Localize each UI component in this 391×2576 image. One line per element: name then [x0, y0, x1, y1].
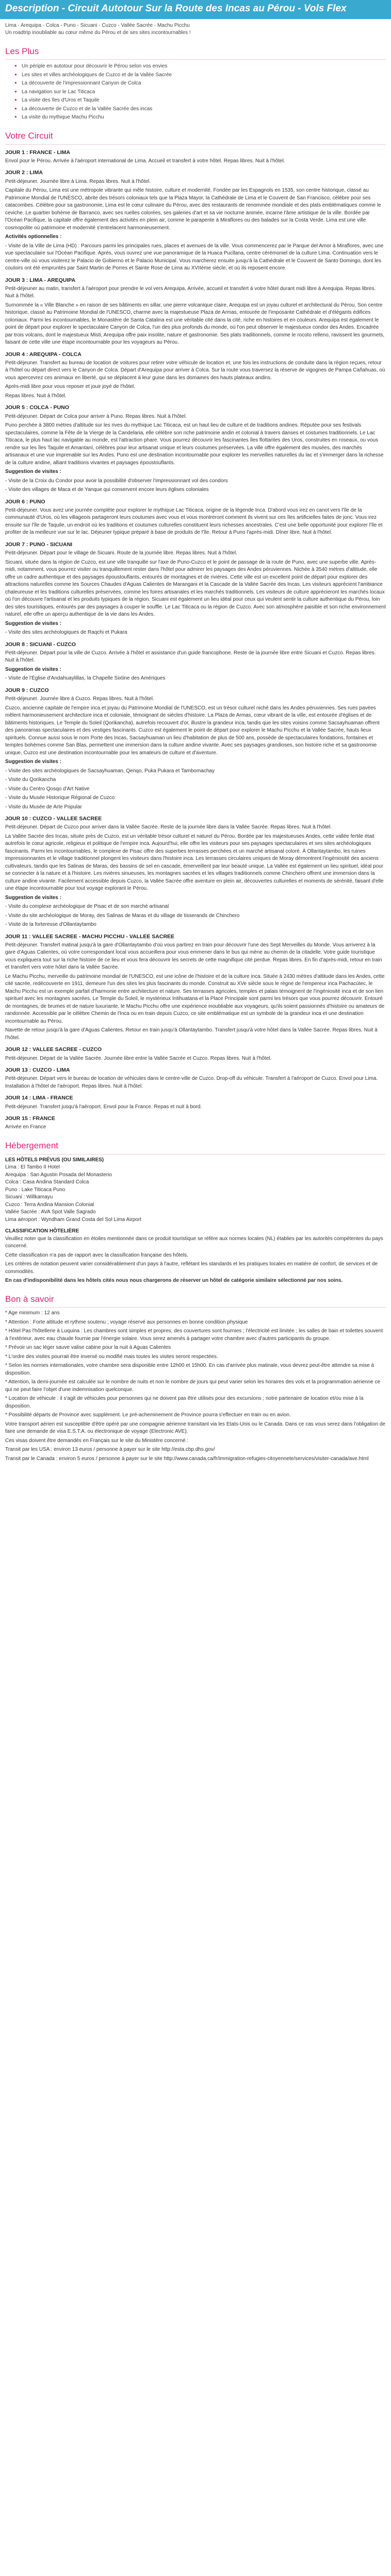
day-block: [5, 641, 386, 683]
day-paragraph: Sicuani, située dans la région de Cuzco, est une ville tranquille sur l'axe de Puno-Cuzco et le point de passage de la route de Puno, avec une superbe ville. Après-midi, notamment, vous pourrez visiter ou tranquillement rester dans l'hôtel pour admirer les paysages des Andes péruviennes. Nichée à 3540 mètres d'altitude, elle offre un cadre authentique et des paysages époustouflants, entourés de montagnes et de rivières. Cette ville est un excellent point de départ pour explorer des attractions naturelles comme les Sources Chaudes d'Aguas Calientes de Marangani et la Cascade de la Vallée Sacrée des Incas. Les visiteurs apprécient l'ambiance chaleureuse et les traditions culturelles préservées, comme les foires artisanales et les marchés traditionnels. Les visiteurs de culture apprécieront les marchés locaux où l'on découvre l'artisanat et les produits typiques de la région. Sicuani est également un lieu idéal pour ceux qui veulent sentir la culture authentique du Pérou, loin des sites touristiques, entourés par des paysages à couper le souffle. Le Lac Titicaca ou la région de Cuzco. Avec son atmosphère paisible et son riche environnement naturel, elle offre un aperçu authentique de la vie dans les Andes.: [5, 559, 386, 618]
day-paragraph: - Visite de la Croix du Condor pour avoir la possibilité d'observer l'impressionnant vol des condors: [5, 478, 228, 484]
section-hebergement-heading: Hébergement: [5, 1140, 386, 1155]
note-item: Transit par le Canada : environ 5 euros / personne à payer sur le site http://www.canada.ca/fr/immigration-refugies-citoyennete/services/visiter-canada/ave.html: [5, 1455, 369, 1462]
highlights-list: [14, 63, 386, 122]
hotel-item: Vallée Sacrée : AVA Spot Valle Sagrado: [5, 1209, 96, 1215]
day-block: [5, 351, 386, 400]
note-item: Transit par les USA : environ 13 euros / personne à payer sur le site http://esta.cbp.dhs.gov/: [5, 1447, 215, 1453]
day-paragraph: Activités optionnelles :: [5, 234, 62, 240]
day-paragraph: - Visite du Musée de Arte Popular: [5, 804, 82, 810]
hotel-item: Lima aéroport : Wyndham Grand Costa del Sol Lima Airport: [5, 1216, 141, 1223]
page-title: Description - Circuit Autotour Sur la Route des Incas au Pérou - Vols Flex: [0, 0, 391, 19]
highlight-item: ● Les sites et villes archéologiques de Cuzco et de la Vallée Sacrée: [14, 72, 386, 79]
day-paragraph: Suggestion de visites :: [5, 894, 61, 901]
day-paragraph: Suggestion de visites :: [5, 759, 61, 765]
day-paragraph: Petit-déjeuner au matin, transfert à l'aéroport pour prendre le vol vers Arequipa. Arrivée, accueil et transfert à votre hôtel durant midi libre à Arequipa. Repas libres. Nuit à l'hôtel.: [5, 285, 376, 299]
day-block: [5, 169, 386, 272]
day-title: JOUR 10 : CUZCO - VALLEE SACREE: [5, 816, 102, 822]
day-paragraph: - Visite des sites archéologiques de Raqchi et Pukara: [5, 630, 127, 636]
day-paragraph: Après-midi libre pour vous reposer et jouir joyé de l'hôtel.: [5, 384, 136, 390]
day-block: [5, 277, 386, 347]
highlight-item: ● La visite des îles d'Uros et Taquile: [14, 97, 386, 105]
day-title: JOUR 4 : AREQUIPA - COLCA: [5, 351, 82, 358]
day-title: JOUR 11 : VALLEE SACREE - MACHU PICCHU - VALLEE SACREE: [5, 933, 175, 940]
hotel-item: Puno : Lake Titicaca Puno: [5, 1187, 66, 1193]
day-paragraph: Cuzco, ancienne capitale de l'empire inca et joyau du Patrimoine Mondial de l'UNESCO, est un trésor culturel niché dans les Andes péruviennes. Ses rues pavées mêlent harmonieusement architecture inca et coloniale, témoignant de siècles d'histoire. La Plaza de Armas, cœur vibrant de la ville, est entourée d'églises et de bâtiments historiques. Le Temple du Soleil (Qorikancha), autrefois recouvert d'or, illustre la grandeur inca, tandis que les sites voisins comme Sacsayhuaman offrent des panoramas spectaculaires et des vestiges fascinants. Cuzco est également le point de départ pour explorer le Machu Picchu et la Vallée Sacrée, hauts lieux spirituels. Connue aussi sous le nom Porte des Incas, Sacsayhuaman un lieu d'habitation de plus de 500 ans, possède de spectaculaires fondations, fontaines et temples bohèmes comme San Blas, permettent une immersion dans la culture andine vivante. Avec ses paysages grandioses, son histoire riche et sa gastronomie unique, Cuzco est une destination incontournable pour les amateurs de culture et d'aventure.: [5, 705, 380, 756]
note-item: * L'ordre des visites pourrait être inversé ou modifié mais toutes les visites seront respectées.: [5, 1353, 218, 1360]
hotel-list: [5, 1164, 386, 1224]
day-paragraph: - Visite de la forteresse d'Ollantaytambo: [5, 922, 96, 928]
day-title: JOUR 3 : LIMA - AREQUIPA: [5, 277, 76, 283]
classification-title: CLASSIFICATION HÔTELIÈRE: [5, 1228, 79, 1234]
day-paragraph: Surnommée la « Ville Blanche » en raison de ses bâtiments en sillar, une pierre volcanique claire, Arequipa est un joyau culturel et architectural du Pérou. Son centre historique, classé au Patrimoine Mondial de l'UNESCO, charme avec la majestueuse Plaza de Armas, entourée de l'imposante Cathédrale et d'élégants édifices coloniaux. Parmi les incontournables, le Monastère de Santa Catalina est une véritable cité dans la cité, riche en histoires et en couleurs. Arequipa est également le point de départ pour explorer le spectaculaire Canyon de Colca, l'un des plus profonds du monde, où l'on peut observer le majestueux condor des Andes. Encadrée par trois volcans, dont le majestueux Misti, Arequipa offre paix insolite, nature et gastronomie. Ses plats traditionnels, comme le rocoto relleno, ravissent les gourmets, faisant de cette ville une étape incontournable pour les voyageurs au Pérou.: [5, 302, 385, 346]
note-item: * Hôtel Pas l'hôtellerie à Luquina : Les chambres sont simples et propres, des couvertures sont fournies ; l'électricité est limitée ; les salles de bain et toilettes souvent à l'extérieur, avec eau chaude fournie par l'énergie solaire. Vous serez amenés à partager votre chambre avec d'autres participants du groupe.: [5, 1328, 383, 1342]
day-paragraph: Suggestion de visites :: [5, 620, 61, 626]
highlight-item: ● La navigation sur le Lac Titicaca: [14, 89, 386, 96]
day-block: [5, 815, 386, 929]
classification-text: [5, 1235, 386, 1285]
day-paragraph: Petit-déjeuner. Départ de la Vallée Sacrée. Journée libre entre la Vallée Sacrée et Cuzco. Repas libres. Nuit à l'hôtel.: [5, 1055, 272, 1061]
hotels-section: [5, 1157, 386, 1285]
day-block: [5, 687, 386, 811]
hotel-item: Cuzco : Terra Andina Mansion Colonial: [5, 1201, 94, 1208]
day-paragraph: Arrivée en France: [5, 1124, 46, 1130]
day-paragraph: Petit-déjeuner. Vous avez une journée complète pour explorer le mythique Lac Titicaca, origine de la légende Inca. D'abord vous irez en canot vers l'île de la communauté d'Uros, où les villageois partageront leurs coutumes avec vous et vous montreront comment ils vivent sur ces îles artificielles faites de jonc. Vous irez ensuite sur l'île de Taquile, un endroit où les traditions et coutumes culturelles constituent leurs richesses ancestrales. C'est une belle opportunité pour explorer l'île et profiter de la meilleure vue sur le lac. Déjeuner typique préparé à base de produits de l'île. Retour à Puno l'après-midi. Dîner libre. Nuit à l'hôtel.: [5, 507, 383, 536]
day-title: JOUR 2 : LIMA: [5, 170, 43, 176]
day-paragraph: Envol pour le Pérou. Arrivée à l'aéroport international de Lima. Accueil et transfert à votre hôtel. Repas libres. Nuit à l'hôtel.: [5, 158, 285, 164]
day-block: [5, 541, 386, 637]
note-item: * Attention : Forte altitude et rythme soutenu ; voyage réservé aux personnes en bonne condition physique: [5, 1319, 248, 1325]
highlight-item: ● Un périple en autotour pour découvrir le Pérou selon vos envies: [14, 63, 386, 71]
day-paragraph: - Visite du site archéologique de Moray, des Salinas de Maras et du village de tisserands de Chinchero: [5, 912, 240, 919]
day-paragraph: Petit-déjeuner. Transfert au bureau de location de voitures pour retirer votre véhicule de location et, une fois les instructions de conduite dans la région reçues, retour à l'hôtel ou départ direct vers le Canyon de Colca. Départ d'Arequipa pour arriver à Colca. Sur la route vous traversez la réserve de vigognes de Pampa Cañahuas, où vous apercevrez ces animaux en liberté, qui se déplacent à leur guise dans les domaines des hauts plateaux andins.: [5, 360, 385, 381]
day-block: [5, 1066, 386, 1090]
day-title: JOUR 14 : LIMA - FRANCE: [5, 1095, 73, 1101]
day-paragraph: Petit-déjeuner. Départ vers le bureau de location de véhicules dans le centre-ville de Cuzco. Drop-off du véhicule. Transfert à l'aéroport de Cuzco. Envol pour Lima. Installation à l'hôtel de l'aéroport. Repas libres. Nuit à l'hôtel.: [5, 1076, 378, 1089]
day-paragraph: Suggestion de visites :: [5, 469, 61, 475]
day-paragraph: - Visite de la Ville de Lima (HD) : Parcours parmi les principales rues, places et avenues de la ville. Vous commencerez par le Parque del Amor à Miraflores, avec une vue spectaculaire sur l'Océan Pacifique. Après, vous ouvrez une vue panoramique de la Huaca Pucllana, centre cérémoniel de la culture Lima. Continuation vers le centre-ville où vous visiterez le Palacio de Gobierno et le Palacio Municipal. Vous marcherez ensuite jusqu'à la Cathédrale et le Couvent de Santo Domingo, dont les couloirs ont été empruntés par Saint Martin de Porres et Sainte Rose de Lima au XVIIème siècle, et où ils reposent encore.: [5, 243, 384, 272]
day-paragraph: Repas libres. Nuit à l'hôtel.: [5, 393, 67, 399]
classification-paragraph: En cas d'indisponibilité dans les hôtels cités nous nous chargerons de réserver un hôtel de catégorie similaire sélectionné par nos soins.: [5, 1278, 343, 1283]
day-paragraph: Puno perchée à 3800 mètres d'altitude sur les rives du mythique Lac Titicaca, est un haut lieu de culture et de traditions andines. Réputée pour ses festivals spectaculaires, comme la Fête de la Vierge de la Candelaria, elle célèbre son riche patrimoine andin et colonial à travers danses et costumes traditionnels. Le Lac Titicaca, le plus haut lac navigable au monde, est l'attraction phare. Vous pourrez découvrir les fascinantes îles flottantes des Uros, construites en roseaux, ou vous rendre sur les îles Taquile et Amantaní, célèbres pour leur artisanat unique et leurs coutumes préservées. La ville offre également des musées, des marchés artisanaux et une vue imprenable sur les Andes. Puno est une destination incontournable pour explorer les merveilles naturelles du lac et s'immerger dans la richesse de la culture andine, alliant traditions vivantes et paysages époustouflants.: [5, 422, 384, 466]
day-block: [5, 149, 386, 165]
day-paragraph: Navette de retour jusqu'à la gare d'Aguas Calientes. Retour en train jusqu'à Ollantaytambo. Transfert jusqu'à votre hôtel dans la Vallée Sacrée. Repas libres. Nuit à l'hôtel.: [5, 1027, 378, 1041]
day-block: [5, 1094, 386, 1111]
day-paragraph: - Visite du Musée Historique Régional de Cuzco: [5, 795, 115, 801]
hotel-item: Colca : Casa Andina Standard Colca: [5, 1179, 89, 1185]
note-item: Ces visas doivent être demandés en Français sur le site du Ministère concerné :: [5, 1437, 189, 1444]
day-paragraph: - Visite du complexe archéologique de Pisac et de son marché artisanal: [5, 904, 169, 910]
hotel-item: Lima : El Tambo II Hotel: [5, 1164, 60, 1170]
classification-paragraph: Cette classification n'a pas de rapport avec la classification française des hôtels.: [5, 1252, 188, 1258]
day-paragraph: - Visite du Qorikancha: [5, 777, 56, 783]
note-item: * Age minimum : 12 ans: [5, 1310, 60, 1316]
day-title: JOUR 13 : CUZCO - LIMA: [5, 1067, 70, 1074]
day-paragraph: Le Machu Picchu, merveille du patrimoine mondial de l'UNESCO, est une icône de l'histoire et de la culture inca. Située à 2430 mètres d'altitude dans les Andes, cette cité sacrée, redécouverte en 1911, demeure l'un des sites les plus fascinants du monde. Construit au XVe siècle sous le règne de l'empereur inca Pachacútec, le Machu Picchu est un exemple parfait d'harmonie entre architecture et nature. Ses terrasses agricoles, temples et palais témoignent de l'ingéniosité inca et de son lien spirituel avec les montagnes sacrées. Le Temple du Soleil, le mystérieux Intihuatana et la Place Principale sont parmi les trésors que vous pourrez découvrir. Entouré de montagnes, de brumes et de nature luxuriante, le Machu Picchu offre une expérience inoubliable aux voyageurs, qu'ils soient passionnés d'histoire ou amateurs de randonnée. Accessible par le célèbre Chemin de l'Inca ou en train depuis Cuzco, ce site emblématique est un symbole de la grandeur inca et une destination incontournable au Pérou.: [5, 973, 385, 1024]
day-title: JOUR 15 : FRANCE: [5, 1115, 55, 1122]
note-item: * Location de véhicule : il s'agit de véhicules pour personnes qui ne doivent pas être utilisés pour des excursions ; notre partenaire de location et/ou mise à la disposition.: [5, 1396, 364, 1409]
classification-paragraph: Veuillez noter que la classification en étoiles mentionnée dans ce produit touristique se réfère aux normes locales (NL) établies par les autorités compétentes du pays concerné.: [5, 1235, 383, 1249]
day-paragraph: Petit-déjeuner. Départ de Colca pour arriver à Puno. Repas libres. Nuit à l'hôtel.: [5, 413, 187, 419]
day-title: JOUR 6 : PUNO: [5, 498, 45, 505]
hotels-title: LES HÔTELS PRÉVUS (OU SIMILAIRES): [5, 1157, 104, 1163]
note-item: * Selon les normes internationales, votre chambre sera disponible entre 12h00 et 15h00. En cas d'arrivée plus matinale, vous devrez peut-être attendre sa mise à disposition.: [5, 1363, 374, 1376]
classification-paragraph: Les critères de notation peuvent varier considérablement d'un pays à l'autre, reflétant les standards et les pratiques locales en matière de confort, de services et de commodités.: [5, 1261, 378, 1275]
day-paragraph: Petit-déjeuner. Transfert matinal jusqu'à la gare d'Ollantaytambo d'où vous partirez en train pour découvrir l'une des Sept Merveilles du Monde. Vous arriverez à la gare d'Aguas Calientes, où votre correspondant local vous accueillera pour vous emmener dans le bus qui mène au chemin de la citadelle. Votre guide touristique vous expliquera tout sur la riche histoire de ce lieu et vous fera découvrir les secrets de cette magnifique cité perdue. Repas libres. En fin d'après-midi, retour en train et transfert vers votre hôtel dans la Vallée Sacrée.: [5, 942, 382, 971]
day-block: [5, 498, 386, 537]
intro-text: Lima - Arequipa - Colca - Puno - Sicuani - Cuzco - Vallée Sacrée - Machu Picchu Un roadtrip inoubliable au cœur même du Pérou et de ses sites incontournables !: [5, 22, 191, 36]
day-block: [5, 1115, 386, 1131]
day-paragraph: Petit-déjeuner. Transfert jusqu'à l'aéroport. Envol pour la France. Repas et nuit à bord.: [5, 1104, 202, 1110]
day-title: JOUR 5 : COLCA - PUNO: [5, 404, 69, 411]
day-paragraph: Petit-déjeuner. Départ pour la ville de Cuzco. Arrivée à l'hôtel et assistance d'un guide francophone. Reste de la journée libre entre Sicuani et Cuzco. Repas libres. Nuit à l'hôtel.: [5, 650, 376, 664]
note-item: Votre transport aérien est susceptible d'être opéré par une compagnie aérienne transitant via les Etats-Unis ou le Canada. Dans ce cas vous serez dans l'obligation de faire une demande de visa E.S.T.A. ou électronique de voyage (Electronic AVE).: [5, 1421, 386, 1435]
highlight-item: ● La visite du mythique Machu Picchu: [14, 114, 386, 122]
day-paragraph: - Visite des villages de Maca et de Yanque qui conservent encore leurs églises coloniales: [5, 487, 209, 493]
notes-list: [5, 1310, 386, 1463]
note-item: * Possibilité départs de Province avec supplément. Le pré-acheminement de Province pourra s'effectuer en train ou en avion.: [5, 1412, 291, 1418]
circuit-days: [5, 149, 386, 1131]
hotel-item: Sicuani : Willkamayu: [5, 1194, 53, 1200]
day-title: JOUR 7 : PUNO - SICUANI: [5, 541, 73, 548]
day-title: JOUR 9 : CUZCO: [5, 687, 49, 693]
day-paragraph: Petit-déjeuner. Journée libre à Cuzco. Repas libres. Nuit à l'hôtel.: [5, 696, 154, 702]
day-paragraph: Suggestion de visites :: [5, 666, 61, 672]
day-paragraph: - Visite des sites archéologiques de Sacsayhuaman, Qenqo, Puka Pukara et Tambomachay: [5, 768, 215, 774]
day-paragraph: Petit-déjeuner. Départ pour le village de Sicuani. Route de la journée libre. Repas libres. Nuit à l'hôtel.: [5, 550, 237, 556]
day-block: [5, 933, 386, 1042]
highlight-item: ● La découverte de l'impressionnant Canyon de Colca: [14, 80, 386, 88]
section-plus-heading: Les Plus: [5, 45, 386, 60]
section-bon-a-savoir-heading: Bon à savoir: [5, 1293, 386, 1308]
note-item: * Prévoir un sac léger sauve valise cabine pour la nuit à Aguas Calientes: [5, 1345, 171, 1351]
day-paragraph: - Visite du Centro Qosqo d'Art Native: [5, 786, 90, 792]
day-paragraph: - Visite de l'Église d'Andahuaylillas, la Chapelle Sixtine des Amériques: [5, 675, 166, 682]
day-title: JOUR 12 : VALLEE SACREE - CUZCO: [5, 1046, 102, 1053]
section-circuit-heading: Votre Circuit: [5, 130, 386, 145]
hotel-item: Arequipa : San Agustin Posada del Monasterio: [5, 1172, 112, 1178]
day-paragraph: La Vallée Sacrée des Incas, située près de Cuzco, est un véritable trésor culturel et naturel du Pérou. Bordée par les majestueuses Andes, cette vallée fertile était autrefois le cœur agricole, religieux et politique de l'empire inca. Aujourd'hui, elle offre les visiteurs pour ses paysages spectaculaires et ses sites archéologiques fascinants. Parmi les incontournables, le complexe de Pisac offre des superbes terrasses perchées et un marché artisanal coloré. À Ollantaytambo, les ruines impressionnantes et le village traditionnel plongent les visiteurs dans l'histoire inca. Les terrasses circulaires uniques de Moray démontrent l'ingéniosité des anciens cultivateurs, tandis que les Salinas de Maras, des bassins de sel en cascade, émerveillent par leur beauté unique. La Vallée est également un lieu spirituel, idéal pour se connecter à la nature et à l'histoire. Les rivières sinueuses, les montagnes sacrées et les villages traditionnels comme Chinchero offrent une immersion dans la culture andine vivante. Facilement accessible depuis Cuzco, la Vallée Sacrée offre aventure en plein air, découvertes culturelles et moments de sérénité, faisant d'elle une étape incontournable pour tout voyage explorant le Pérou.: [5, 833, 384, 892]
day-paragraph: Capitale du Pérou, Lima est une métropole vibrante qui mêle histoire, culture et modernité. Fondée par les Espagnols en 1535, son centre historique, classé au Patrimoine Mondial de l'UNESCO, abrite des trésors coloniaux tels que la Plaza Mayor, la Cathédrale de Lima et le Couvent de San Francisco, célèbre pour ses catacombes. Célèbre pour sa gastronomie, Lima est le cœur culinaire du Pérou, avec des restaurants de renommée mondiale et des plats emblématiques comme le ceviche. Le quartier bohème de Barranco, avec ses ruelles colorées, ses galeries d'art et sa vie nocturne animée, incarne l'âme artistique de la ville. Bordée par l'Océan Pacifique, la capitale offre également des activités en plein air, comme le parapente à Miraflores ou des balades sur la Costa Verde. Lima est une ville cosmopolite où patrimoine et modernité s'entrelacent harmonieusement.: [5, 188, 381, 231]
day-paragraph: Petit-déjeuner. Journée libre à Lima. Repas libres. Nuit à l'hôtel.: [5, 178, 151, 184]
day-title: JOUR 8 : SICUANI - CUZCO: [5, 641, 76, 648]
day-block: [5, 404, 386, 494]
note-item: * Attention, la demi-journée est calculée sur le nombre de nuits et non le nombre de jours qui peut varier selon les horaires des vols et la programmation aérienne ce qui ne peut faire l'objet d'une indemnisation quelconque.: [5, 1379, 381, 1393]
day-title: JOUR 1 : FRANCE - LIMA: [5, 149, 70, 156]
day-paragraph: Petit-déjeuner. Départ de Cuzco pour arriver dans la Vallée Sacrée. Reste de la journée libre dans la Vallée Sacrée. Repas libres. Nuit à l'hôtel.: [5, 824, 332, 831]
highlight-item: ● La découverte de Cuzco et de la Vallée Sacrée des incas: [14, 106, 386, 113]
day-block: [5, 1046, 386, 1062]
